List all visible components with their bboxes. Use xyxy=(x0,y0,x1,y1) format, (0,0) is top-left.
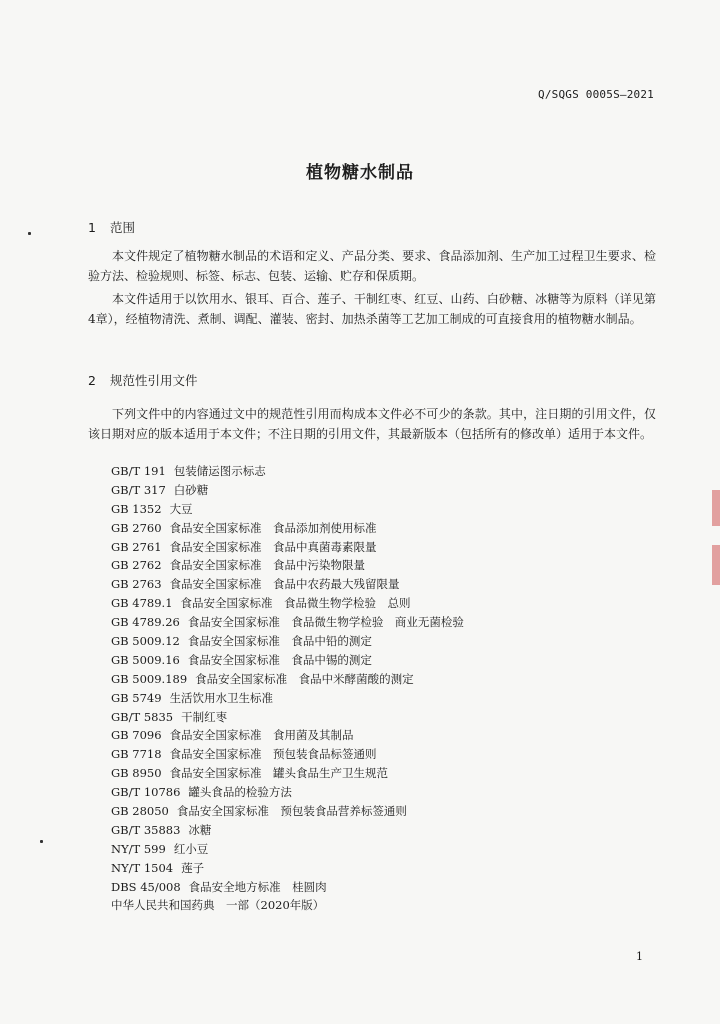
reference-item xyxy=(111,594,464,613)
reference-title: 食品安全国家标准 食品微生物学检验 总则 xyxy=(180,596,411,611)
reference-code: GB/T 35883 xyxy=(111,822,181,837)
section-2-heading xyxy=(88,371,197,389)
reference-code: GB 5009.16 xyxy=(111,652,180,667)
reference-code: GB 2761 xyxy=(111,539,162,554)
reference-item xyxy=(111,745,464,764)
reference-item xyxy=(111,575,464,594)
scope-paragraph-1: 本文件规定了植物糖水制品的术语和定义、产品分类、要求、食品添加剂、生产加工过程卫生要求、检验方法、检验规则、标签、标志、包装、运输、贮存和保质期。 xyxy=(88,249,656,283)
reference-item xyxy=(111,519,464,538)
reference-code: DBS 45/008 xyxy=(111,879,181,894)
reference-code: GB 5009.12 xyxy=(111,634,180,649)
reference-code: GB 4789.1 xyxy=(111,596,173,611)
reference-title: 冰糖 xyxy=(188,822,212,837)
reference-title: 食品安全国家标准 食品中污染物限量 xyxy=(169,558,366,573)
reference-item xyxy=(111,764,464,783)
reference-title: 大豆 xyxy=(169,501,193,516)
reference-code: GB 5749 xyxy=(111,690,162,705)
reference-title: 生活饮用水卫生标准 xyxy=(169,690,274,705)
reference-title: 食品安全国家标准 预包装食品营养标签通则 xyxy=(176,804,407,819)
reference-item xyxy=(111,802,464,821)
reference-title: 食品安全国家标准 罐头食品生产卫生规范 xyxy=(169,766,389,781)
reference-title: 食品安全国家标准 食品中米酵菌酸的测定 xyxy=(195,671,414,686)
reference-item xyxy=(111,859,464,878)
section-2-number: 2 xyxy=(88,373,96,388)
reference-code: GB 2762 xyxy=(111,558,162,573)
reference-title: 罐头食品的检验方法 xyxy=(188,785,292,800)
reference-code: GB 7718 xyxy=(111,747,162,762)
reference-title: 食品安全国家标准 预包装食品标签通则 xyxy=(169,747,377,762)
reference-item xyxy=(111,500,464,519)
reference-item xyxy=(111,708,464,727)
standard-code: Q/SQGS 0005S—2021 xyxy=(538,88,654,101)
reference-code: GB 4789.26 xyxy=(111,615,180,630)
reference-item xyxy=(111,538,464,557)
reference-item xyxy=(111,821,464,840)
reference-code: NY/T 599 xyxy=(111,841,166,856)
edge-stamp-mark xyxy=(712,545,720,585)
reference-title: 红小豆 xyxy=(173,841,209,856)
section-1-heading xyxy=(88,218,135,236)
reference-item xyxy=(111,556,464,575)
edge-stamp-mark xyxy=(712,490,720,526)
reference-item xyxy=(111,878,464,897)
reference-item xyxy=(111,726,464,745)
reference-title: 莲子 xyxy=(181,860,205,875)
section-1-number: 1 xyxy=(88,220,96,235)
reference-code: GB 2763 xyxy=(111,577,162,592)
section-2-title: 规范性引用文件 xyxy=(109,373,198,388)
reference-title: 食品安全国家标准 食品中铅的测定 xyxy=(187,634,372,649)
reference-item xyxy=(111,896,464,915)
reference-code: GB 8950 xyxy=(111,766,162,781)
reference-item xyxy=(111,670,464,689)
references-intro: 下列文件中的内容通过文中的规范性引用而构成本文件必不可少的条款。其中，注日期的引用文件，仅该日期对应的版本适用于本文件；不注日期的引用文件，其最新版本（包括所有的修改单）适用于本文件。 xyxy=(88,407,656,441)
reference-title: 白砂糖 xyxy=(173,482,209,497)
scan-speck xyxy=(40,840,43,843)
reference-item xyxy=(111,840,464,859)
scan-speck xyxy=(28,232,31,235)
reference-title: 食品安全国家标准 食品微生物学检验 商业无菌检验 xyxy=(187,615,464,630)
reference-code: GB/T 10786 xyxy=(111,785,181,800)
reference-item xyxy=(111,613,464,632)
reference-title: 食品安全国家标准 食品中锡的测定 xyxy=(187,652,372,667)
page-number: 1 xyxy=(636,950,643,963)
section-1-title: 范围 xyxy=(109,220,135,235)
reference-title: 干制红枣 xyxy=(181,709,228,724)
reference-code: GB 2760 xyxy=(111,520,162,535)
reference-code: GB 1352 xyxy=(111,501,162,516)
reference-code: GB/T 5835 xyxy=(111,709,174,724)
reference-item xyxy=(111,651,464,670)
reference-code: NY/T 1504 xyxy=(111,860,174,875)
reference-item xyxy=(111,481,464,500)
reference-title: 食品安全国家标准 食品中真菌毒素限量 xyxy=(169,539,377,554)
reference-list xyxy=(111,462,464,915)
reference-item xyxy=(111,783,464,802)
reference-title: 中华人民共和国药典 一部（2020年版） xyxy=(111,898,325,913)
reference-title: 食品安全国家标准 食品添加剂使用标准 xyxy=(169,520,377,535)
reference-item xyxy=(111,689,464,708)
reference-item xyxy=(111,462,464,481)
document-title: 植物糖水制品 xyxy=(306,163,414,183)
reference-code: GB/T 317 xyxy=(111,482,166,497)
scope-paragraph-2: 本文件适用于以饮用水、银耳、百合、莲子、干制红枣、红豆、山药、白砂糖、冰糖等为原料（详见第4章），经植物清洗、煮制、调配、灌装、密封、加热杀菌等工艺加工制成的可直接食用的植物糖水制品。 xyxy=(88,292,656,326)
reference-title: 食品安全国家标准 食品中农药最大残留限量 xyxy=(169,577,400,592)
reference-code: GB 5009.189 xyxy=(111,671,188,686)
reference-code: GB 28050 xyxy=(111,804,169,819)
reference-code: GB 7096 xyxy=(111,728,162,743)
reference-title: 包装储运图示标志 xyxy=(173,464,266,478)
reference-title: 食品安全地方标准 桂圆肉 xyxy=(188,879,327,894)
reference-item xyxy=(111,632,464,651)
reference-title: 食品安全国家标准 食用菌及其制品 xyxy=(169,728,354,743)
reference-code: GB/T 191 xyxy=(111,464,166,478)
